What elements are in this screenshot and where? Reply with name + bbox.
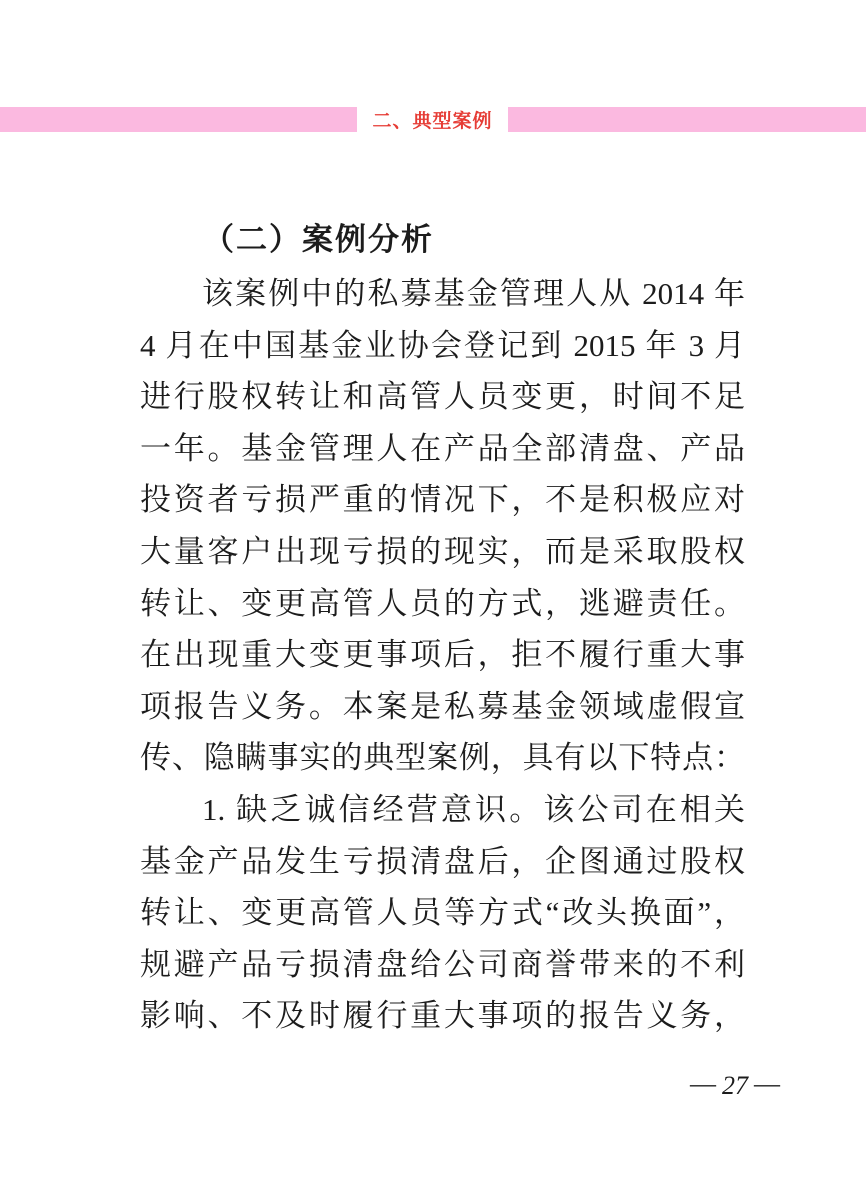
body-line: 在出现重大变更事项后，拒不履行重大事 (140, 637, 745, 673)
body-line: 1. 缺乏诚信经营意识。该公司在相关 (202, 791, 745, 827)
body-line: 转让、变更高管人员等方式“改头换面”， (140, 895, 745, 931)
body-line: 基金产品发生亏损清盘后，企图通过股权 (140, 843, 745, 879)
running-header-gap (357, 103, 508, 136)
body-line: 投资者亏损严重的情况下，不是积极应对 (140, 482, 745, 518)
body-line: 影响、不及时履行重大事项的报告义务， (140, 998, 745, 1034)
body-line: 规避产品亏损清盘给公司商誉带来的不利 (140, 946, 745, 982)
body-line: 进行股权转让和高管人员变更，时间不足 (140, 379, 745, 415)
body-line: 大量客户出现亏损的现实，而是采取股权 (140, 533, 745, 569)
body-line: 4 月在中国基金业协会登记到 2015 年 3 月 (140, 327, 745, 363)
body-line: 一年。基金管理人在产品全部清盘、产品 (140, 430, 745, 466)
body-line: 该案例中的私募基金管理人从 2014 年 (202, 276, 745, 311)
running-header-label: 二、典型案例 (372, 111, 493, 132)
page-number-dash-left: — (690, 1069, 716, 1098)
body-text-block (140, 268, 745, 1042)
page-number-dash-right: — (754, 1069, 780, 1098)
page-number-value: 27 (722, 1071, 748, 1100)
section-title: （二）案例分析 (203, 222, 434, 257)
body-line: 项报告义务。本案是私募基金领域虚假宣 (140, 688, 745, 724)
page-number (690, 1070, 780, 1102)
body-line: 转让、变更高管人员的方式，逃避责任。 (140, 585, 745, 621)
body-line: 传、隐瞒事实的典型案例，具有以下特点： (140, 740, 745, 776)
